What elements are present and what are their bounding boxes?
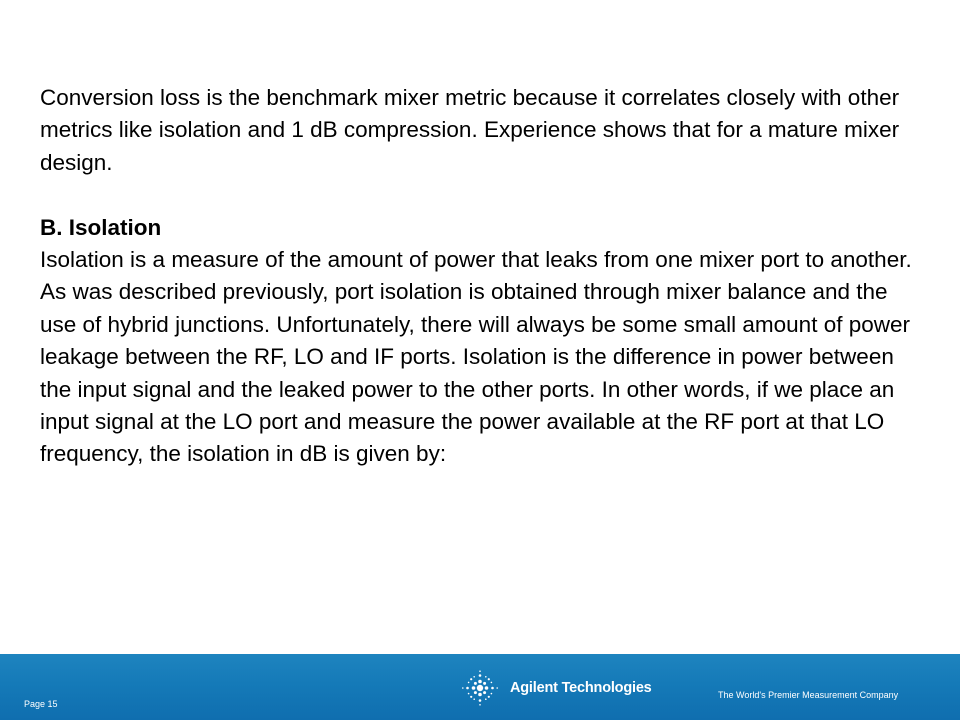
- company-tagline: The World's Premier Measurement Company: [718, 690, 899, 700]
- section-heading: B. Isolation: [40, 214, 162, 240]
- agilent-spark-icon: [460, 670, 500, 706]
- paragraph-spacer: [40, 179, 920, 211]
- page-number: Page 15: [24, 699, 58, 709]
- slide-body: [40, 82, 920, 471]
- intro-paragraph: Conversion loss is the benchmark mixer metric because it correlates closely with other metrics like isolation and 1 dB compression. Experience shows that for a mature mixer design.: [40, 85, 900, 175]
- agilent-logo: [460, 670, 652, 706]
- logo-text: Agilent Technologies: [510, 680, 652, 696]
- isolation-paragraph: Isolation is a measure of the amount of power that leaks from one mixer port to another. As was described previously, port isolation is obtained through mixer balance and the use of hybrid junctions. Unfortunately, there will always be some small amount of power leakage between the RF, LO and IF ports. Isolation is the difference in power between the input signal and the leaked power to the other ports. In other words, if we place an input signal at the LO port and measure the power available at the RF port at that LO frequency, the isolation in dB is given by:: [40, 247, 912, 467]
- footer-bar: [0, 654, 960, 720]
